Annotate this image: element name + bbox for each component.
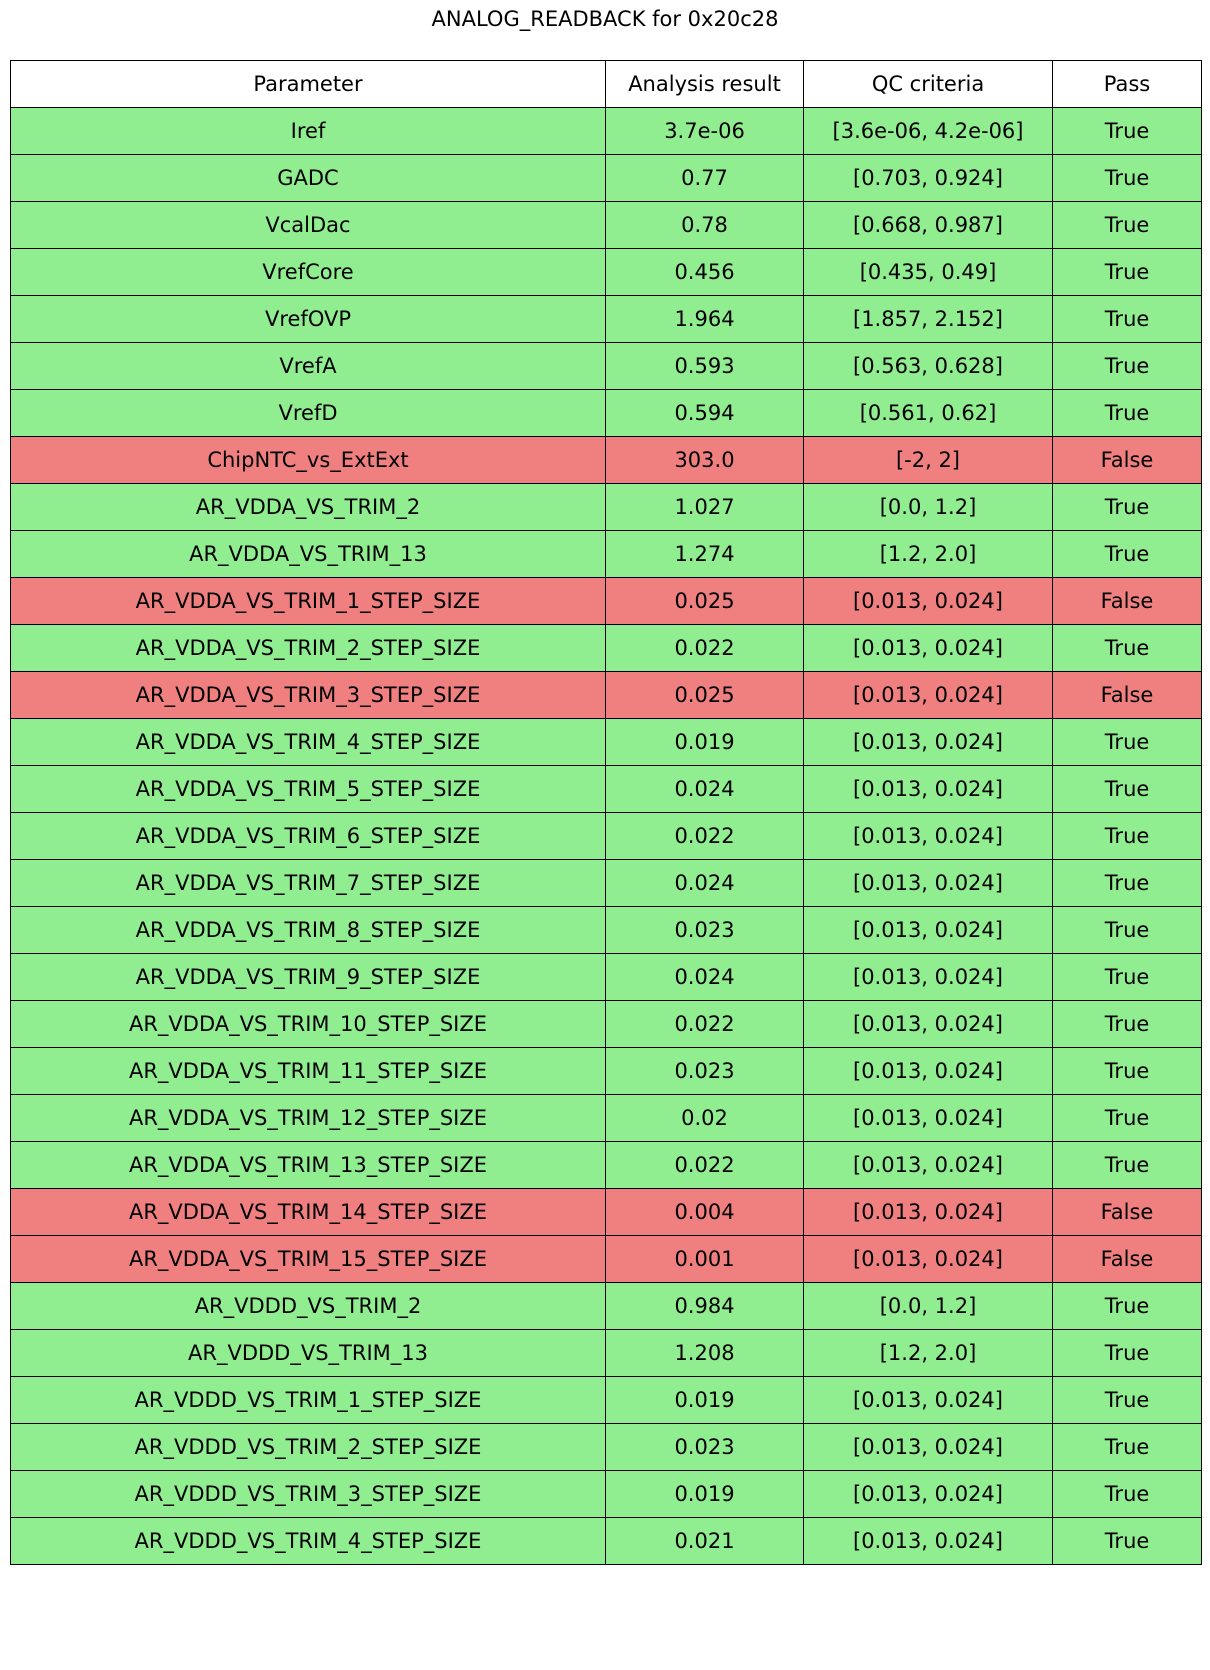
analysis-result-cell: 0.019 — [606, 1377, 804, 1424]
table-row — [11, 625, 1202, 672]
pass-cell: True — [1053, 860, 1202, 907]
pass-cell: True — [1053, 1142, 1202, 1189]
analysis-result-cell: 0.022 — [606, 625, 804, 672]
table-row — [11, 719, 1202, 766]
table-row — [11, 954, 1202, 1001]
table-row — [11, 531, 1202, 578]
pass-cell: True — [1053, 108, 1202, 155]
pass-cell: True — [1053, 1048, 1202, 1095]
qc-criteria-cell: [0.013, 0.024] — [804, 1189, 1053, 1236]
qc-criteria-cell: [0.013, 0.024] — [804, 1236, 1053, 1283]
parameter-cell: AR_VDDD_VS_TRIM_2_STEP_SIZE — [11, 1424, 606, 1471]
analysis-result-cell: 0.001 — [606, 1236, 804, 1283]
parameter-cell: AR_VDDA_VS_TRIM_4_STEP_SIZE — [11, 719, 606, 766]
table-row — [11, 202, 1202, 249]
pass-cell: True — [1053, 531, 1202, 578]
analysis-result-cell: 0.019 — [606, 1471, 804, 1518]
qc-criteria-cell: [0.013, 0.024] — [804, 1142, 1053, 1189]
qc-criteria-cell: [0.013, 0.024] — [804, 766, 1053, 813]
parameter-cell: AR_VDDA_VS_TRIM_13 — [11, 531, 606, 578]
analysis-result-cell: 0.456 — [606, 249, 804, 296]
qc-criteria-cell: [0.0, 1.2] — [804, 1283, 1053, 1330]
table-row — [11, 813, 1202, 860]
qc-criteria-cell: [0.435, 0.49] — [804, 249, 1053, 296]
parameter-cell: VrefOVP — [11, 296, 606, 343]
analysis-result-cell: 0.78 — [606, 202, 804, 249]
qc-criteria-cell: [0.013, 0.024] — [804, 813, 1053, 860]
qc-criteria-cell: [-2, 2] — [804, 437, 1053, 484]
analysis-result-cell: 1.964 — [606, 296, 804, 343]
table-row — [11, 390, 1202, 437]
analysis-result-cell: 0.021 — [606, 1518, 804, 1565]
parameter-cell: AR_VDDD_VS_TRIM_3_STEP_SIZE — [11, 1471, 606, 1518]
table-row — [11, 1377, 1202, 1424]
table-row — [11, 249, 1202, 296]
table-row — [11, 1518, 1202, 1565]
analysis-result-cell: 0.022 — [606, 813, 804, 860]
analysis-result-cell: 303.0 — [606, 437, 804, 484]
parameter-cell: AR_VDDA_VS_TRIM_3_STEP_SIZE — [11, 672, 606, 719]
parameter-cell: AR_VDDD_VS_TRIM_2 — [11, 1283, 606, 1330]
analysis-result-cell: 0.02 — [606, 1095, 804, 1142]
analysis-result-cell: 0.022 — [606, 1001, 804, 1048]
qc-criteria-cell: [0.563, 0.628] — [804, 343, 1053, 390]
pass-cell: True — [1053, 813, 1202, 860]
analysis-result-cell: 3.7e-06 — [606, 108, 804, 155]
parameter-cell: AR_VDDA_VS_TRIM_7_STEP_SIZE — [11, 860, 606, 907]
qc-criteria-cell: [0.0, 1.2] — [804, 484, 1053, 531]
parameter-cell: VrefA — [11, 343, 606, 390]
pass-cell: True — [1053, 954, 1202, 1001]
pass-cell: False — [1053, 1189, 1202, 1236]
qc-criteria-cell: [0.013, 0.024] — [804, 1518, 1053, 1565]
parameter-cell: AR_VDDA_VS_TRIM_10_STEP_SIZE — [11, 1001, 606, 1048]
qc-criteria-cell: [0.561, 0.62] — [804, 390, 1053, 437]
header-pass: Pass — [1053, 61, 1202, 108]
pass-cell: True — [1053, 1283, 1202, 1330]
analysis-result-cell: 0.593 — [606, 343, 804, 390]
pass-cell: True — [1053, 625, 1202, 672]
parameter-cell: AR_VDDA_VS_TRIM_5_STEP_SIZE — [11, 766, 606, 813]
qc-criteria-cell: [0.013, 0.024] — [804, 578, 1053, 625]
pass-cell: True — [1053, 1330, 1202, 1377]
parameter-cell: AR_VDDA_VS_TRIM_6_STEP_SIZE — [11, 813, 606, 860]
table-row — [11, 1283, 1202, 1330]
pass-cell: False — [1053, 578, 1202, 625]
pass-cell: True — [1053, 390, 1202, 437]
chart-title: ANALOG_READBACK for 0x20c28 — [431, 7, 779, 31]
table-row — [11, 1424, 1202, 1471]
parameter-cell: AR_VDDA_VS_TRIM_12_STEP_SIZE — [11, 1095, 606, 1142]
parameter-cell: AR_VDDD_VS_TRIM_13 — [11, 1330, 606, 1377]
table-header-row — [11, 61, 1202, 108]
table-row — [11, 1330, 1202, 1377]
parameter-cell: VcalDac — [11, 202, 606, 249]
pass-cell: True — [1053, 1377, 1202, 1424]
pass-cell: False — [1053, 672, 1202, 719]
analysis-result-cell: 0.004 — [606, 1189, 804, 1236]
pass-cell: True — [1053, 907, 1202, 954]
qc-criteria-cell: [0.013, 0.024] — [804, 907, 1053, 954]
pass-cell: False — [1053, 437, 1202, 484]
pass-cell: True — [1053, 484, 1202, 531]
qc-criteria-cell: [0.013, 0.024] — [804, 1048, 1053, 1095]
qc-criteria-cell: [0.013, 0.024] — [804, 625, 1053, 672]
table-row — [11, 484, 1202, 531]
pass-cell: True — [1053, 249, 1202, 296]
pass-cell: True — [1053, 343, 1202, 390]
table-row — [11, 296, 1202, 343]
analysis-result-cell: 0.025 — [606, 578, 804, 625]
qc-criteria-cell: [0.013, 0.024] — [804, 1095, 1053, 1142]
analysis-result-cell: 0.023 — [606, 1424, 804, 1471]
qc-criteria-cell: [0.013, 0.024] — [804, 1377, 1053, 1424]
parameter-cell: AR_VDDA_VS_TRIM_1_STEP_SIZE — [11, 578, 606, 625]
table-body — [11, 108, 1202, 1565]
analysis-result-cell: 0.77 — [606, 155, 804, 202]
analysis-result-cell: 0.024 — [606, 860, 804, 907]
analysis-result-cell: 0.025 — [606, 672, 804, 719]
analysis-result-cell: 0.022 — [606, 1142, 804, 1189]
parameter-cell: AR_VDDA_VS_TRIM_15_STEP_SIZE — [11, 1236, 606, 1283]
analysis-result-cell: 1.208 — [606, 1330, 804, 1377]
qc-criteria-cell: [0.668, 0.987] — [804, 202, 1053, 249]
parameter-cell: ChipNTC_vs_ExtExt — [11, 437, 606, 484]
pass-cell: True — [1053, 719, 1202, 766]
pass-cell: True — [1053, 766, 1202, 813]
qc-criteria-cell: [1.2, 2.0] — [804, 1330, 1053, 1377]
table-row — [11, 672, 1202, 719]
table-row — [11, 155, 1202, 202]
table-row — [11, 108, 1202, 155]
analysis-result-cell: 0.594 — [606, 390, 804, 437]
table-row — [11, 1189, 1202, 1236]
qc-criteria-cell: [0.013, 0.024] — [804, 1424, 1053, 1471]
qc-criteria-cell: [1.2, 2.0] — [804, 531, 1053, 578]
parameter-cell: AR_VDDA_VS_TRIM_2 — [11, 484, 606, 531]
pass-cell: True — [1053, 296, 1202, 343]
pass-cell: True — [1053, 1095, 1202, 1142]
parameter-cell: Iref — [11, 108, 606, 155]
parameter-cell: AR_VDDA_VS_TRIM_8_STEP_SIZE — [11, 907, 606, 954]
table-row — [11, 766, 1202, 813]
analysis-result-cell: 0.023 — [606, 907, 804, 954]
analysis-result-cell: 0.024 — [606, 954, 804, 1001]
table-row — [11, 437, 1202, 484]
analysis-result-cell: 0.024 — [606, 766, 804, 813]
table-row — [11, 1001, 1202, 1048]
analysis-result-cell: 1.274 — [606, 531, 804, 578]
table-row — [11, 1471, 1202, 1518]
parameter-cell: AR_VDDA_VS_TRIM_14_STEP_SIZE — [11, 1189, 606, 1236]
header-analysis-result: Analysis result — [606, 61, 804, 108]
pass-cell: True — [1053, 1001, 1202, 1048]
table-row — [11, 1142, 1202, 1189]
analysis-result-cell: 0.019 — [606, 719, 804, 766]
parameter-cell: AR_VDDA_VS_TRIM_2_STEP_SIZE — [11, 625, 606, 672]
parameter-cell: AR_VDDD_VS_TRIM_1_STEP_SIZE — [11, 1377, 606, 1424]
parameter-cell: VrefCore — [11, 249, 606, 296]
table-row — [11, 860, 1202, 907]
table-row — [11, 343, 1202, 390]
analysis-result-cell: 0.984 — [606, 1283, 804, 1330]
qc-criteria-cell: [0.013, 0.024] — [804, 1001, 1053, 1048]
parameter-cell: VrefD — [11, 390, 606, 437]
parameter-cell: GADC — [11, 155, 606, 202]
qc-criteria-cell: [0.013, 0.024] — [804, 954, 1053, 1001]
qc-criteria-cell: [0.013, 0.024] — [804, 1471, 1053, 1518]
qc-criteria-cell: [1.857, 2.152] — [804, 296, 1053, 343]
table-row — [11, 1095, 1202, 1142]
parameter-cell: AR_VDDA_VS_TRIM_13_STEP_SIZE — [11, 1142, 606, 1189]
analysis-result-cell: 0.023 — [606, 1048, 804, 1095]
pass-cell: True — [1053, 1471, 1202, 1518]
qc-results-table — [10, 60, 1202, 1565]
qc-criteria-cell: [3.6e-06, 4.2e-06] — [804, 108, 1053, 155]
qc-criteria-cell: [0.013, 0.024] — [804, 672, 1053, 719]
pass-cell: False — [1053, 1236, 1202, 1283]
qc-criteria-cell: [0.013, 0.024] — [804, 719, 1053, 766]
table-row — [11, 907, 1202, 954]
parameter-cell: AR_VDDA_VS_TRIM_11_STEP_SIZE — [11, 1048, 606, 1095]
pass-cell: True — [1053, 1518, 1202, 1565]
qc-criteria-cell: [0.703, 0.924] — [804, 155, 1053, 202]
header-parameter: Parameter — [11, 61, 606, 108]
qc-criteria-cell: [0.013, 0.024] — [804, 860, 1053, 907]
table-row — [11, 1236, 1202, 1283]
header-qc-criteria: QC criteria — [804, 61, 1053, 108]
parameter-cell: AR_VDDA_VS_TRIM_9_STEP_SIZE — [11, 954, 606, 1001]
pass-cell: True — [1053, 202, 1202, 249]
pass-cell: True — [1053, 155, 1202, 202]
table-row — [11, 1048, 1202, 1095]
table-row — [11, 578, 1202, 625]
analysis-result-cell: 1.027 — [606, 484, 804, 531]
pass-cell: True — [1053, 1424, 1202, 1471]
parameter-cell: AR_VDDD_VS_TRIM_4_STEP_SIZE — [11, 1518, 606, 1565]
